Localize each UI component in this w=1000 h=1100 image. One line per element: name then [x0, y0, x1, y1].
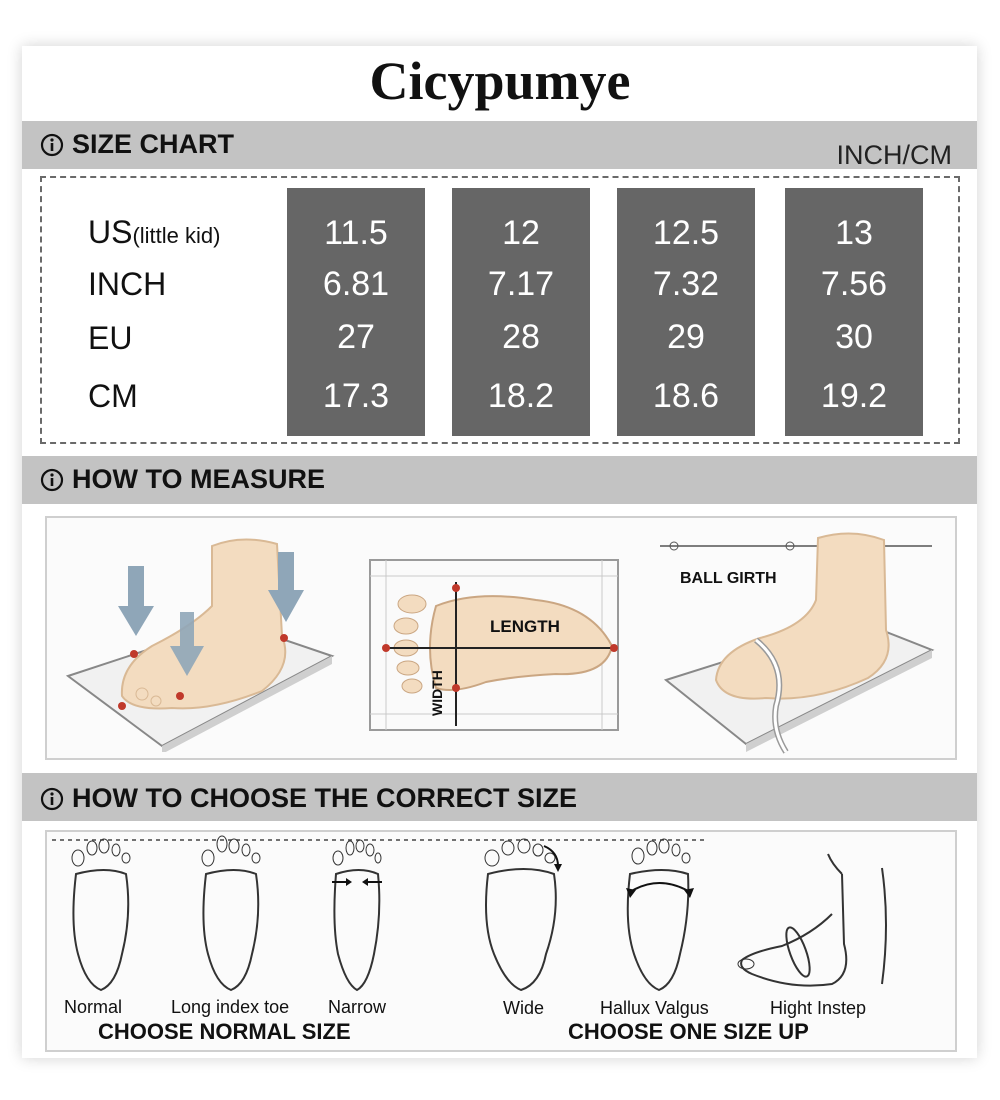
row-label-us-text: US: [88, 214, 133, 250]
how-to-measure-title-text: HOW TO MEASURE: [72, 464, 326, 494]
normal-foot-outline: [72, 839, 130, 990]
foot-types-diagram: [46, 834, 956, 994]
row-label-eu: EU: [88, 320, 133, 356]
long-index-toe-foot-outline: [202, 836, 260, 990]
choose-size-title-text: HOW TO CHOOSE THE CORRECT SIZE: [72, 783, 578, 813]
foot-type-hallux-valgus: Hallux Valgus: [600, 998, 709, 1018]
size-chart-title-text: SIZE CHART: [72, 129, 234, 159]
cell-inch: 7.56: [820, 265, 888, 303]
hallux-valgus-foot-outline: [626, 839, 694, 990]
cell-inch: 7.32: [652, 265, 720, 303]
info-icon: [40, 133, 64, 157]
cell-cm: 18.2: [487, 377, 555, 415]
foot-type-narrow: Narrow: [328, 997, 387, 1017]
high-instep-foot-outline: [738, 854, 886, 986]
cell-inch: 6.81: [322, 265, 390, 303]
info-icon: [40, 468, 64, 492]
foot-press-diagram: [62, 526, 338, 752]
cell-eu: 28: [502, 318, 540, 356]
cell-us: 13: [835, 214, 873, 252]
cell-eu: 29: [667, 318, 705, 356]
cell-us: 11.5: [324, 214, 388, 252]
row-label-cm: CM: [88, 378, 138, 414]
cell-eu: 27: [337, 318, 375, 356]
length-label: LENGTH: [490, 617, 560, 636]
row-label-inch: INCH: [88, 266, 167, 302]
cell-cm: 17.3: [322, 377, 390, 415]
cell-us: 12: [502, 214, 540, 252]
size-up-advice: CHOOSE ONE SIZE UP: [568, 1019, 809, 1044]
row-label-us: [88, 214, 220, 251]
foot-type-high-instep: Hight Instep: [770, 998, 867, 1018]
length-width-diagram: [366, 556, 622, 734]
cell-inch: 7.17: [487, 265, 555, 303]
cell-us: 12.5: [652, 214, 720, 252]
narrow-foot-outline: [332, 840, 382, 990]
choose-size-title: [40, 783, 577, 814]
foot-type-long-index-toe: Long index toe: [171, 997, 290, 1017]
normal-size-advice: CHOOSE NORMAL SIZE: [98, 1019, 351, 1044]
size-chart-title: [40, 129, 234, 160]
ball-girth-label: BALL GIRTH: [680, 570, 777, 587]
cell-cm: 18.6: [652, 377, 720, 415]
brand-title: Cicypumye: [369, 51, 631, 111]
ball-girth-diagram: [656, 530, 946, 754]
cell-cm: 19.2: [820, 377, 888, 415]
foot-type-normal: Normal: [64, 997, 123, 1017]
cell-eu: 30: [835, 318, 873, 356]
row-label-us-note: (little kid): [132, 223, 221, 248]
width-label: WIDTH: [429, 670, 445, 716]
unit-label: INCH/CM: [836, 140, 952, 170]
foot-type-wide: Wide: [503, 998, 545, 1018]
info-icon: [40, 787, 64, 811]
how-to-measure-title: [40, 464, 325, 495]
wide-foot-outline: [485, 839, 562, 990]
